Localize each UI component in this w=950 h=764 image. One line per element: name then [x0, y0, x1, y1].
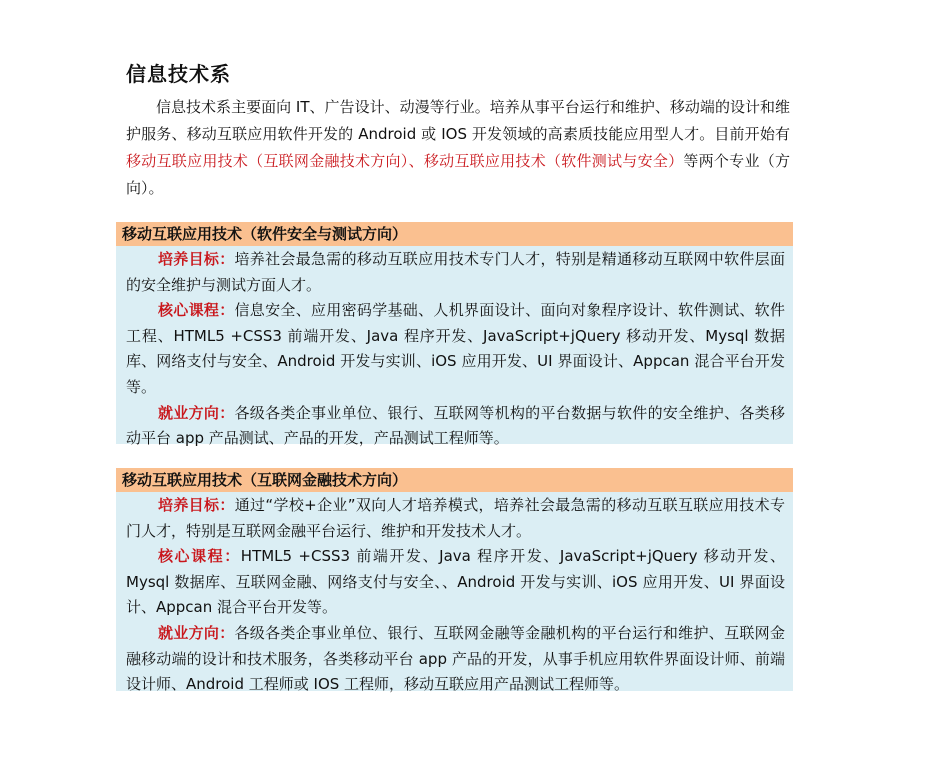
training-goal-paragraph	[116, 493, 793, 544]
section-header: 移动互联应用技术（互联网金融技术方向）	[116, 468, 793, 492]
career-direction-paragraph	[116, 401, 793, 452]
core-courses-label: 核心课程：	[158, 301, 235, 320]
training-goal-label: 培养目标：	[158, 496, 235, 514]
core-courses-paragraph	[116, 298, 793, 400]
career-direction-paragraph	[116, 621, 793, 698]
career-direction-label: 就业方向：	[158, 623, 235, 642]
training-goal-label: 培养目标：	[158, 250, 235, 268]
training-goal-text: 通过“学校+企业”双向人才培养模式，培养社会最急需的移动互联互联应用技术专门人才，特别是互联网金融平台运行、维护和开发技术人才。	[126, 496, 785, 540]
section-body	[116, 492, 793, 698]
training-goal-text: 培养社会最急需的移动互联应用技术专门人才，特别是精通移动互联网中软件层面的安全维护与测试方面人才。	[126, 250, 785, 294]
page-title: 信息技术系	[126, 62, 231, 86]
intro-highlight-majors: 移动互联应用技术（互联网金融技术方向）、移动互联应用技术（软件测试与安全）	[126, 152, 684, 170]
core-courses-text: 信息安全、应用密码学基础、人机界面设计、面向对象程序设计、软件测试、软件工程、HTML5 +CSS3 前端开发、Java 程序开发、JavaScript+jQuery 移动开发、Mysql 数据库、网络支付与安全、Android 开发与实训、iOS 应用开发、UI 界面设计、Appcan 混合平台开发等。	[126, 301, 785, 396]
career-direction-text: 各级各类企事业单位、银行、互联网等机构的平台数据与软件的安全维护、各类移动平台 app 产品测试、产品的开发，产品测试工程师等。	[126, 403, 785, 448]
major-section-internet-finance	[116, 468, 793, 694]
intro-paragraph	[126, 94, 790, 202]
core-courses-label: 核心课程：	[158, 547, 241, 566]
career-direction-label: 就业方向：	[158, 403, 235, 422]
career-direction-text: 各级各类企事业单位、银行、互联网金融等金融机构的平台运行和维护、互联网金融移动端的设计和技术服务，各类移动平台 app 产品的开发，从事手机应用软件界面设计师、前端设计师、Android 工程师或 IOS 工程师，移动互联应用产品测试工程师等。	[126, 623, 785, 694]
training-goal-paragraph	[116, 247, 793, 298]
major-section-software-testing	[116, 222, 793, 448]
section-body	[116, 246, 793, 452]
core-courses-text: HTML5 +CSS3 前端开发、Java 程序开发、JavaScript+jQuery 移动开发、Mysql 数据库、互联网金融、网络支付与安全、、Android 开发与实训、iOS 应用开发、UI 界面设计、Appcan 混合平台开发等。	[126, 547, 785, 617]
core-courses-paragraph	[116, 544, 793, 621]
intro-text-part2: 等两个专业（方向）。	[126, 152, 790, 197]
intro-text-part1: 信息技术系主要面向 IT、广告设计、动漫等行业。培养从事平台运行和维护、移动端的设计和维护服务、移动互联应用软件开发的 Android 或 IOS 开发领域的高素质技能应用型人才。目前开始有	[126, 98, 790, 143]
section-header: 移动互联应用技术（软件安全与测试方向）	[116, 222, 793, 246]
